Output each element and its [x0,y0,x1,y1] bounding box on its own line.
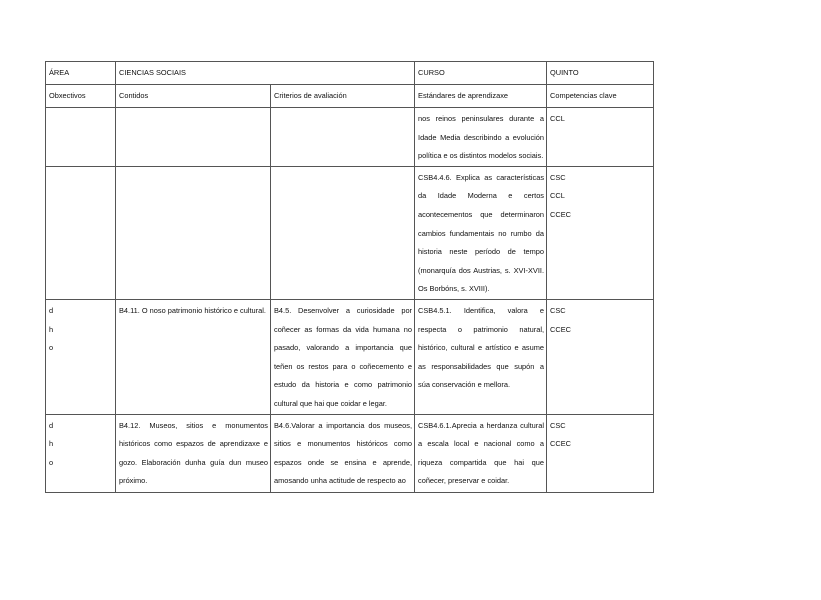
competence-code: CSC [550,172,566,182]
column-header-standards: Estándares de aprendizaxe [415,85,547,108]
area-label: ÁREA [46,62,116,85]
objectives-cell [46,299,116,414]
criteria-cell [271,166,415,299]
column-header-row [46,85,654,108]
objectives-cell [46,166,116,299]
column-header-objectives: Obxectivos [46,85,116,108]
competence-code: CSC [550,420,566,430]
objective-code: h [49,439,54,449]
competences-cell [547,414,654,492]
column-header-contents: Contidos [116,85,271,108]
curriculum-table [45,61,654,493]
column-header-criteria: Criterios de avaliación [271,85,415,108]
criteria-cell [271,108,415,167]
competences-cell [547,108,654,167]
standards-cell: CSB4.6.1.Aprecia a herdanza cultural a escala local e nacional como a riqueza compartida que hai que coñecer, preservar e coidar. [415,414,547,492]
competence-code: CCEC [550,439,571,449]
competence-code: CCL [550,191,565,201]
table-row [46,299,654,414]
column-header-competences: Competencias clave [547,85,654,108]
objective-code: o [49,343,54,353]
area-course-row [46,62,654,85]
area-value: CIENCIAS SOCIAIS [116,62,415,85]
contents-cell: B4.11. O noso patrimonio histórico e cultural. [116,299,271,414]
standards-cell: CSB4.5.1. Identifica, valora e respecta o patrimonio natural, histórico, cultural e artístico e asume as responsabilidades que supón a súa conservación e mellora. [415,299,547,414]
objectives-cell [46,108,116,167]
contents-cell [116,166,271,299]
course-label: CURSO [415,62,547,85]
competences-cell [547,166,654,299]
standards-cell: CSB4.4.6. Explica as características da Idade Moderna e certos acontecementos que determinaron cambios fundamentais no rumbo da historia neste período de tempo (monarquía dos Austrias, s. XVI-XVII. Os Borbóns, s. XVIII). [415,166,547,299]
standards-cell: nos reinos peninsulares durante a Idade Media describindo a evolución política e os distintos modelos sociais. [415,108,547,167]
objective-code: d [49,305,54,315]
table-row [46,166,654,299]
contents-cell: B4.12. Museos, sitios e monumentos históricos como espazos de aprendizaxe e gozo. Elaboración dunha guía dun museo próximo. [116,414,271,492]
objective-code: h [49,324,54,334]
competences-cell [547,299,654,414]
competence-code: CCL [550,114,565,123]
objective-code: d [49,420,54,430]
competence-code: CSC [550,305,566,315]
contents-cell [116,108,271,167]
criteria-cell: B4.6.Valorar a importancia dos museos, sitios e monumentos históricos como espazos onde se ensina e aprende, amosando unha actitude de respecto ao [271,414,415,492]
table-row [46,108,654,167]
competence-code: CCEC [550,324,571,334]
criteria-cell: B4.5. Desenvolver a curiosidade por coñecer as formas da vida humana no pasado, valorando a importancia que teñen os restos para o coñecemento e estudo da historia e como patrimonio cultural que hai que coidar e legar. [271,299,415,414]
course-value: QUINTO [547,62,654,85]
table-row [46,414,654,492]
objective-code: o [49,457,54,467]
competence-code: CCEC [550,209,571,219]
objectives-cell [46,414,116,492]
